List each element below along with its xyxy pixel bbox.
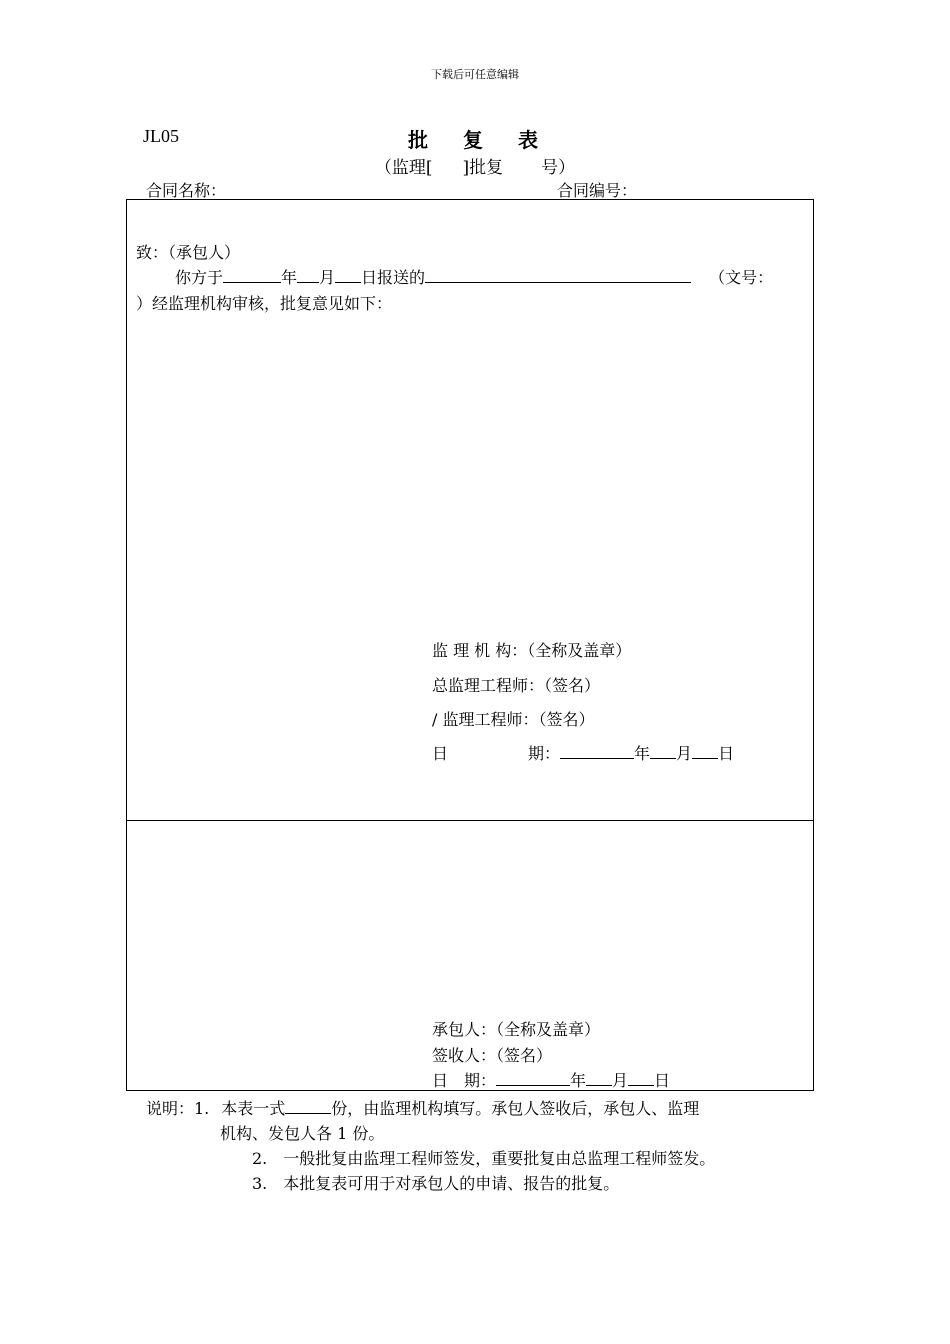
- form-code: JL05: [143, 126, 179, 146]
- copies-blank[interactable]: [285, 1099, 331, 1114]
- receipt-date-line: [432, 1068, 670, 1091]
- receipt-day-blank[interactable]: [628, 1071, 654, 1086]
- notes-item1: [146, 1096, 699, 1119]
- submission-line: [175, 265, 773, 288]
- contractor-label: 承包人：（全称及盖章）: [432, 1020, 601, 1039]
- receipt-year: 年: [570, 1071, 587, 1090]
- subtitle-close: 号）: [541, 158, 576, 178]
- receipt-day: 日: [654, 1071, 671, 1090]
- download-note: 下载后可任意编辑: [431, 68, 519, 81]
- receipt-year-blank[interactable]: [496, 1071, 570, 1086]
- submission-month: 月: [319, 268, 336, 287]
- engineer-label: / 监理工程师：（签名）: [432, 710, 595, 729]
- contract-number-label: 合同编号：: [557, 181, 638, 200]
- recipient-line: 致：（承包人）: [136, 243, 241, 262]
- receipt-month-blank[interactable]: [586, 1071, 612, 1086]
- submission-year: 年: [281, 268, 298, 287]
- chief-engineer-label: 总监理工程师：（签名）: [432, 676, 601, 695]
- form-subtitle: [0, 153, 950, 178]
- submission-text-a: 你方于: [175, 268, 224, 287]
- approval-day-blank[interactable]: [692, 744, 718, 759]
- approval-month-blank[interactable]: [650, 744, 676, 759]
- document-blank[interactable]: [425, 268, 691, 283]
- supervision-org-label: 监 理 机 构：（全称及盖章）: [432, 641, 632, 660]
- date-label-a: 日: [432, 744, 449, 763]
- subtitle-mid: ]批复: [462, 158, 504, 178]
- approval-section: [126, 199, 814, 821]
- notes-label: 说明：1.: [146, 1099, 210, 1118]
- approval-date-line: [432, 741, 734, 764]
- subtitle-open: （监理[: [374, 158, 433, 178]
- receipt-section: [126, 820, 814, 1091]
- month-blank[interactable]: [297, 268, 319, 283]
- notes-item1-cont: 机构、发包人各 1 份。: [220, 1124, 385, 1143]
- contract-name-label: 合同名称：: [146, 181, 227, 200]
- receiver-label: 签收人：（签名）: [432, 1046, 553, 1065]
- review-line: ）经监理机构审核，批复意见如下：: [136, 294, 393, 313]
- date-label-b: 期：: [528, 744, 561, 763]
- approval-year-blank[interactable]: [560, 744, 634, 759]
- document-number-label: （文号：: [709, 268, 774, 287]
- approval-month: 月: [676, 744, 693, 763]
- notes-item1-a: 本表一式: [221, 1099, 286, 1118]
- notes-item1-b: 份，由监理机构填写。承包人签收后，承包人、监理: [331, 1099, 700, 1118]
- notes-item3: 3. 本批复表可用于对承包人的申请、报告的批复。: [252, 1174, 620, 1193]
- day-blank[interactable]: [335, 268, 361, 283]
- form-title: 批 复 表: [408, 128, 552, 152]
- receipt-month: 月: [612, 1071, 629, 1090]
- approval-year: 年: [634, 744, 651, 763]
- submission-day: 日报送的: [361, 268, 426, 287]
- notes-item2: 2. 一般批复由监理工程师签发，重要批复由总监理工程师签发。: [252, 1149, 716, 1168]
- year-blank[interactable]: [223, 268, 281, 283]
- receipt-date-label: 日 期：: [432, 1071, 497, 1090]
- approval-day: 日: [718, 744, 735, 763]
